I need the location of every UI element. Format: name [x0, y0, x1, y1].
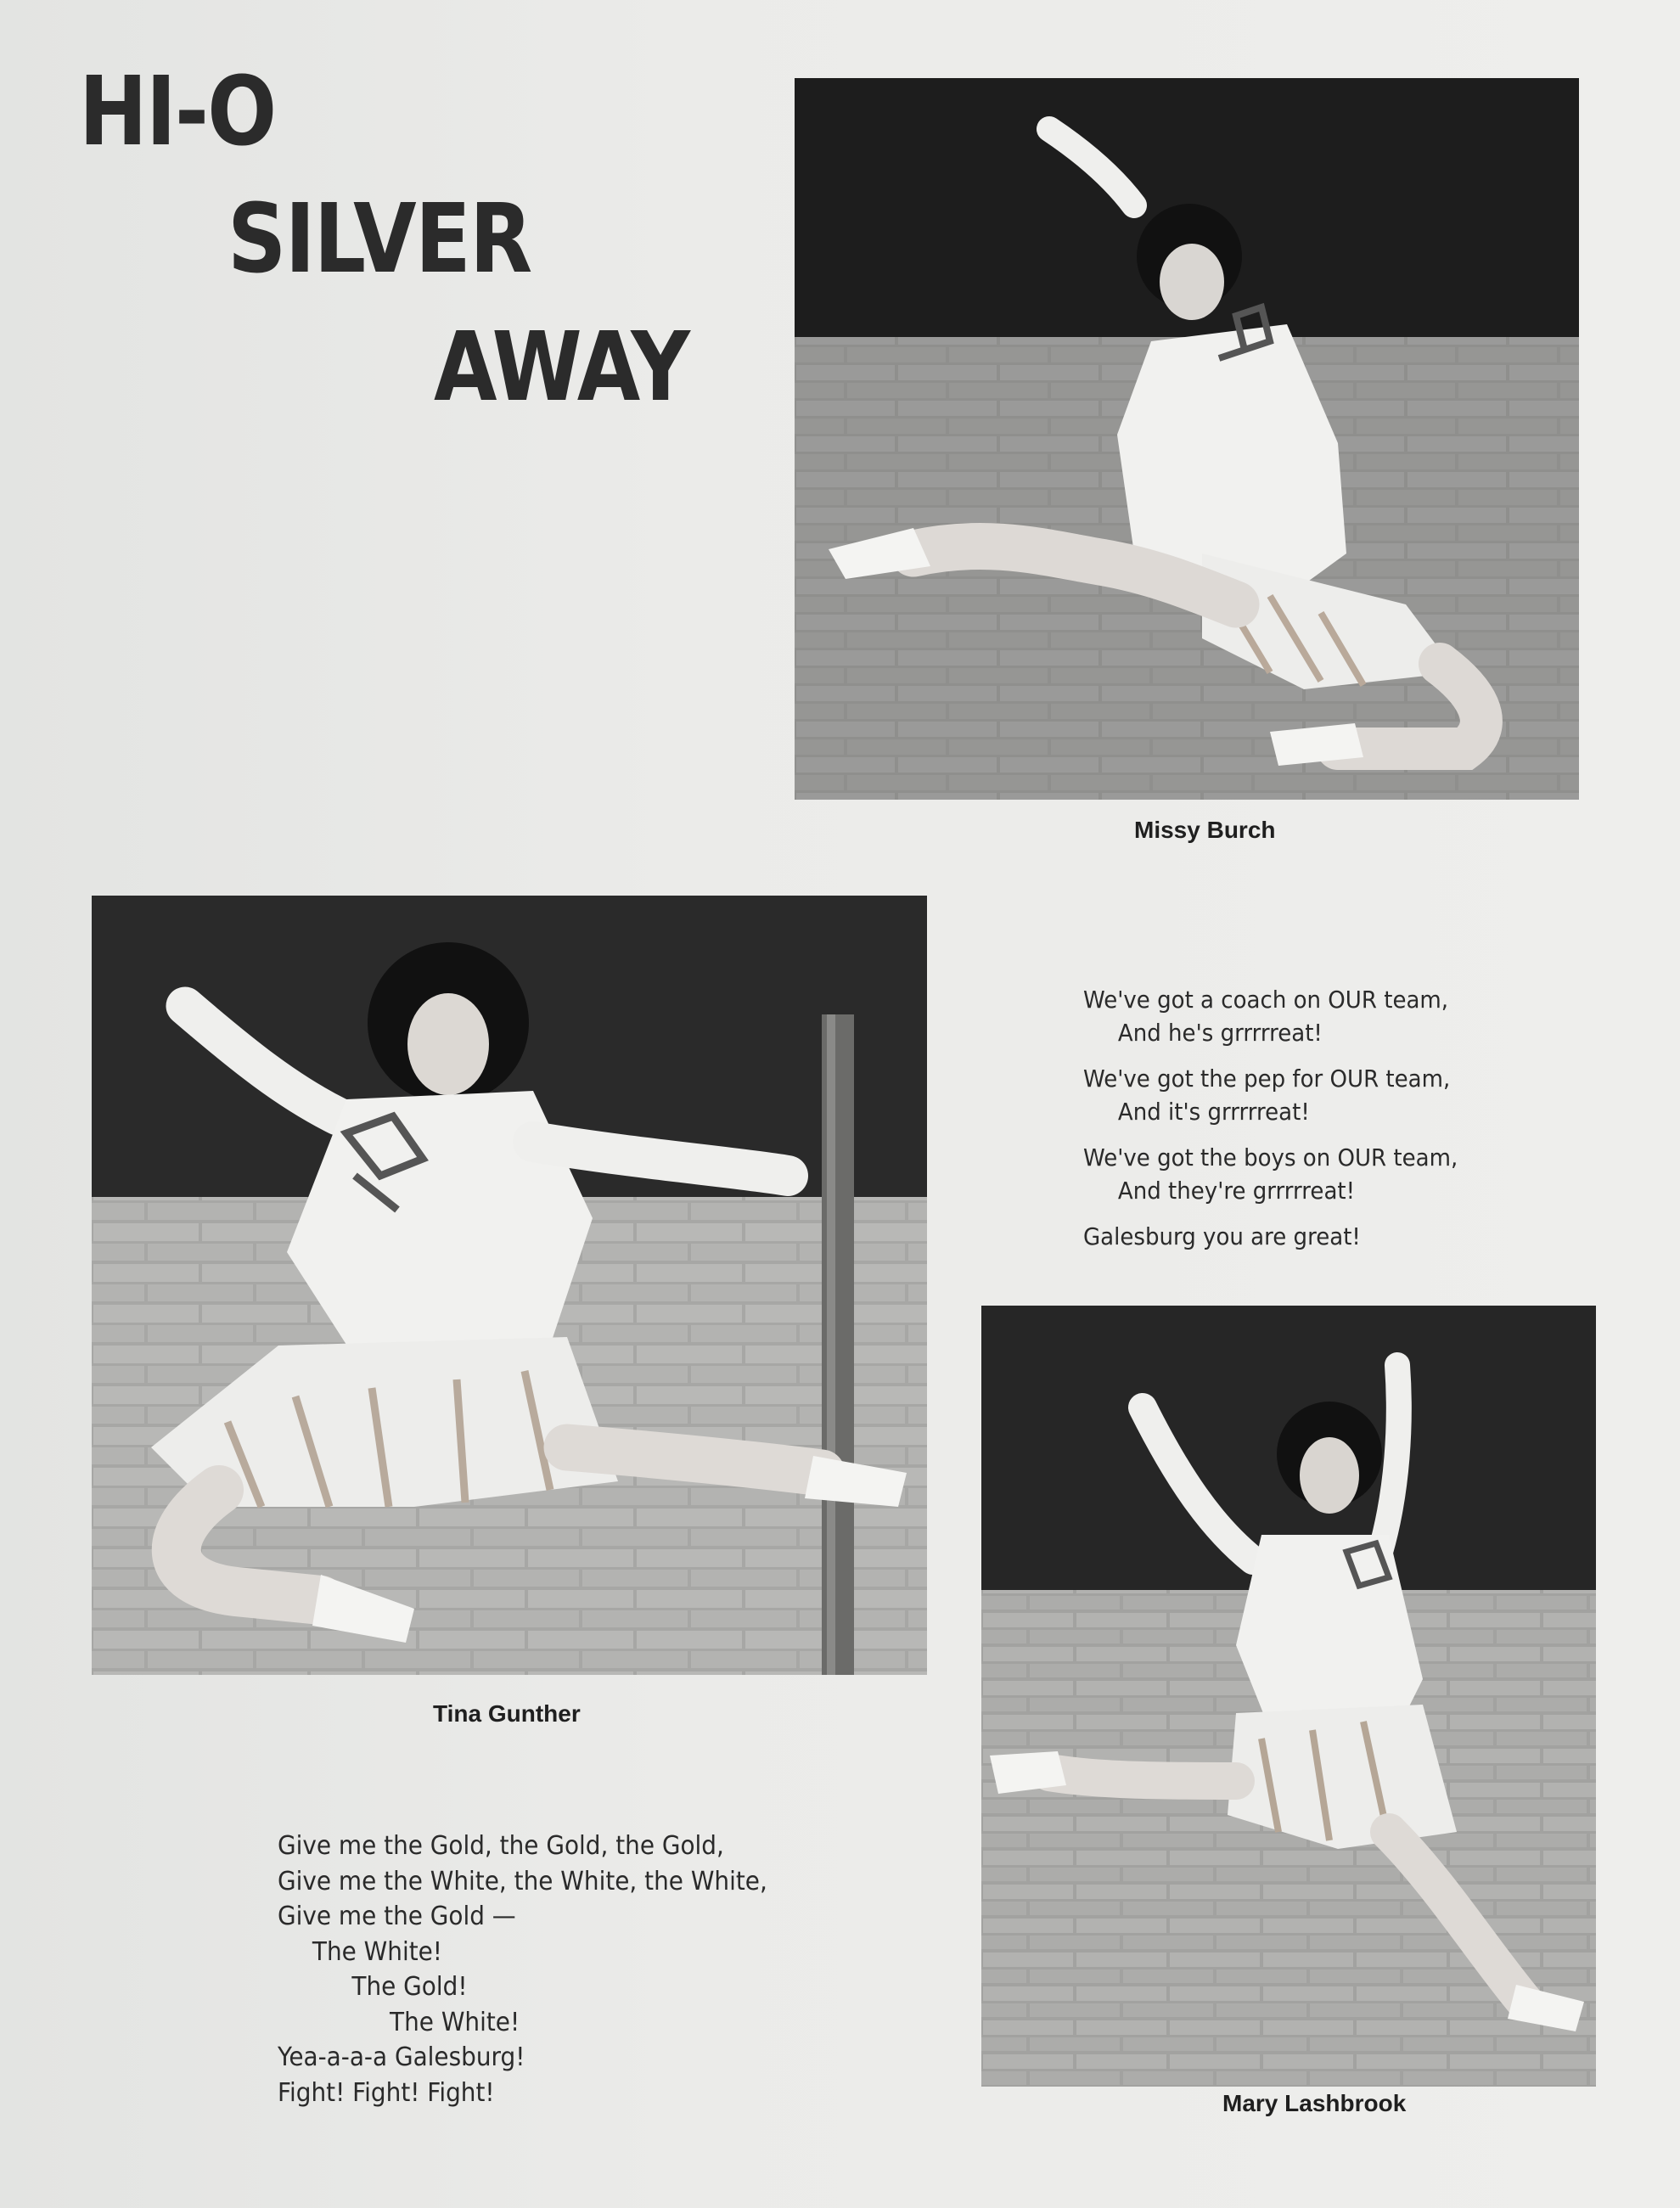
verse-line: And he's grrrrreat!	[1117, 1019, 1323, 1047]
verse-line: Give me the White, the White, the White,	[278, 1866, 767, 1896]
photo-missy-burch	[795, 78, 1579, 800]
cheerleader-photo-2	[92, 896, 927, 1675]
caption-tina-gunther: Tina Gunther	[433, 1700, 581, 1727]
cheer-team-verse	[1083, 983, 1458, 1253]
caption-missy-burch: Missy Burch	[1134, 817, 1276, 843]
title-line-1: HI-O	[79, 57, 276, 167]
photo-tina-gunther	[92, 896, 927, 1675]
photo-mary-lashbrook	[981, 1306, 1596, 2087]
verse-line: Give me the Gold, the Gold, the Gold,	[278, 1831, 724, 1861]
verse-line: We've got a coach on OUR team,	[1083, 986, 1449, 1014]
verse-line: And they're grrrrreat!	[1117, 1177, 1356, 1205]
cheer-gold-verse	[278, 1829, 767, 2110]
title-line-2: SILVER	[228, 184, 531, 295]
verse-line: The White!	[312, 1936, 442, 1967]
verse-line: And it's grrrrreat!	[1117, 1098, 1310, 1126]
verse-line: We've got the boys on OUR team,	[1083, 1143, 1458, 1171]
cheerleader-photo-1	[795, 78, 1579, 800]
verse-line: The White!	[390, 2007, 520, 2037]
caption-mary-lashbrook: Mary Lashbrook	[1222, 2090, 1407, 2116]
verse-line: Galesburg you are great!	[1083, 1222, 1361, 1250]
verse-line: Yea-a-a-a Galesburg!	[278, 2042, 525, 2072]
verse-line: The Gold!	[351, 1972, 468, 2002]
verse-line: Fight! Fight! Fight!	[278, 2077, 495, 2108]
title-line-3: AWAY	[434, 312, 689, 423]
cheerleader-photo-3	[981, 1306, 1596, 2087]
verse-line: Give me the Gold —	[278, 1902, 516, 1931]
verse-line: We've got the pep for OUR team,	[1083, 1065, 1451, 1093]
